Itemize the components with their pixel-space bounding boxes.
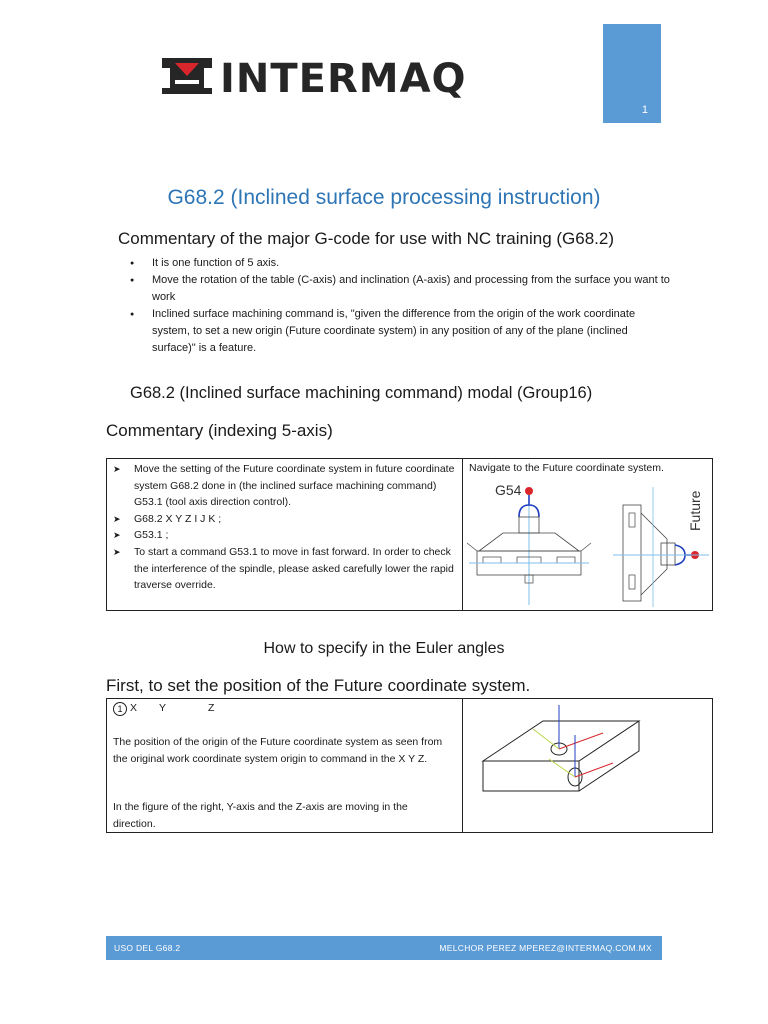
intro-bullet-list xyxy=(130,255,670,357)
circled-number: 1 xyxy=(113,702,127,716)
section-heading-euler: How to specify in the Euler angles xyxy=(263,640,505,657)
axis-y: Y xyxy=(159,702,167,714)
workpiece-block-diagram xyxy=(463,699,711,832)
page-title: G68.2 (Inclined surface processing instruction) xyxy=(167,186,601,209)
position-figure-cell xyxy=(463,699,713,833)
machine-axes-diagram xyxy=(463,477,711,609)
movement-paragraph: In the figure of the right, Y-axis and the Z-axis are moving in the direction. xyxy=(113,801,408,830)
future-label: Future xyxy=(687,490,703,531)
page-footer xyxy=(106,936,662,960)
navigate-caption: Navigate to the Future coordinate system. xyxy=(469,462,664,474)
instruction-item: ➤ G68.2 X Y Z I J K ; xyxy=(113,511,456,528)
footer-author-email: MELCHOR PEREZ MPEREZ@INTERMAQ.COM.MX xyxy=(439,943,652,953)
instruction-item: ➤ Move the setting of the Future coordinate system in future coordinate system G68.2 done in (the inclined surface machining command) G53.1 (tool axis direction control). xyxy=(113,461,456,511)
instruction-item: ➤ To start a command G53.1 to move in fast forward. In order to check the interference of the spindle, please asked carefully lower the rapid traverse override. xyxy=(113,544,456,594)
bullet-item: ● Move the rotation of the table (C-axis) and inclination (A-axis) and processing from the surface you want to work xyxy=(130,272,670,306)
position-text-cell xyxy=(107,699,463,833)
company-logo xyxy=(160,54,552,98)
position-table xyxy=(106,698,713,833)
logo-mark-icon xyxy=(162,58,212,94)
subtitle: Commentary of the major G-code for use with NC training (G68.2) xyxy=(118,229,615,248)
instruction-item: ➤ G53.1 ; xyxy=(113,527,456,544)
axis-z: Z xyxy=(208,702,215,714)
g54-label: G54 xyxy=(495,482,522,498)
indexing-figure-cell xyxy=(463,459,713,611)
indexing-instructions-cell xyxy=(107,459,463,611)
axis-x: X xyxy=(130,702,138,714)
footer-doc-title: USO DEL G68.2 xyxy=(114,943,181,953)
section-heading-commentary: Commentary (indexing 5-axis) xyxy=(106,421,333,440)
section-heading-modal: G68.2 (Inclined surface machining command) modal (Group16) xyxy=(130,384,593,402)
page-number: 1 xyxy=(641,104,648,116)
page-number-box xyxy=(603,24,661,123)
instruction-list xyxy=(107,461,462,594)
section-heading-position: First, to set the position of the Future coordinate system. xyxy=(106,676,531,695)
position-paragraph: The position of the origin of the Future coordinate system as seen from the original work coordinate system origin to command in the X Y Z. xyxy=(113,736,443,765)
bullet-item: ● It is one function of 5 axis. xyxy=(130,255,670,272)
axis-list xyxy=(113,700,214,717)
logo-wordmark: INTERMAQ xyxy=(220,56,467,98)
indexing-table xyxy=(106,458,713,611)
bullet-item: ● Inclined surface machining command is, "given the difference from the origin of the work coordinate system, to set a new origin (Future coordinate system) in any position of any of the plane (inclined surface)" is a feature. xyxy=(130,306,670,357)
